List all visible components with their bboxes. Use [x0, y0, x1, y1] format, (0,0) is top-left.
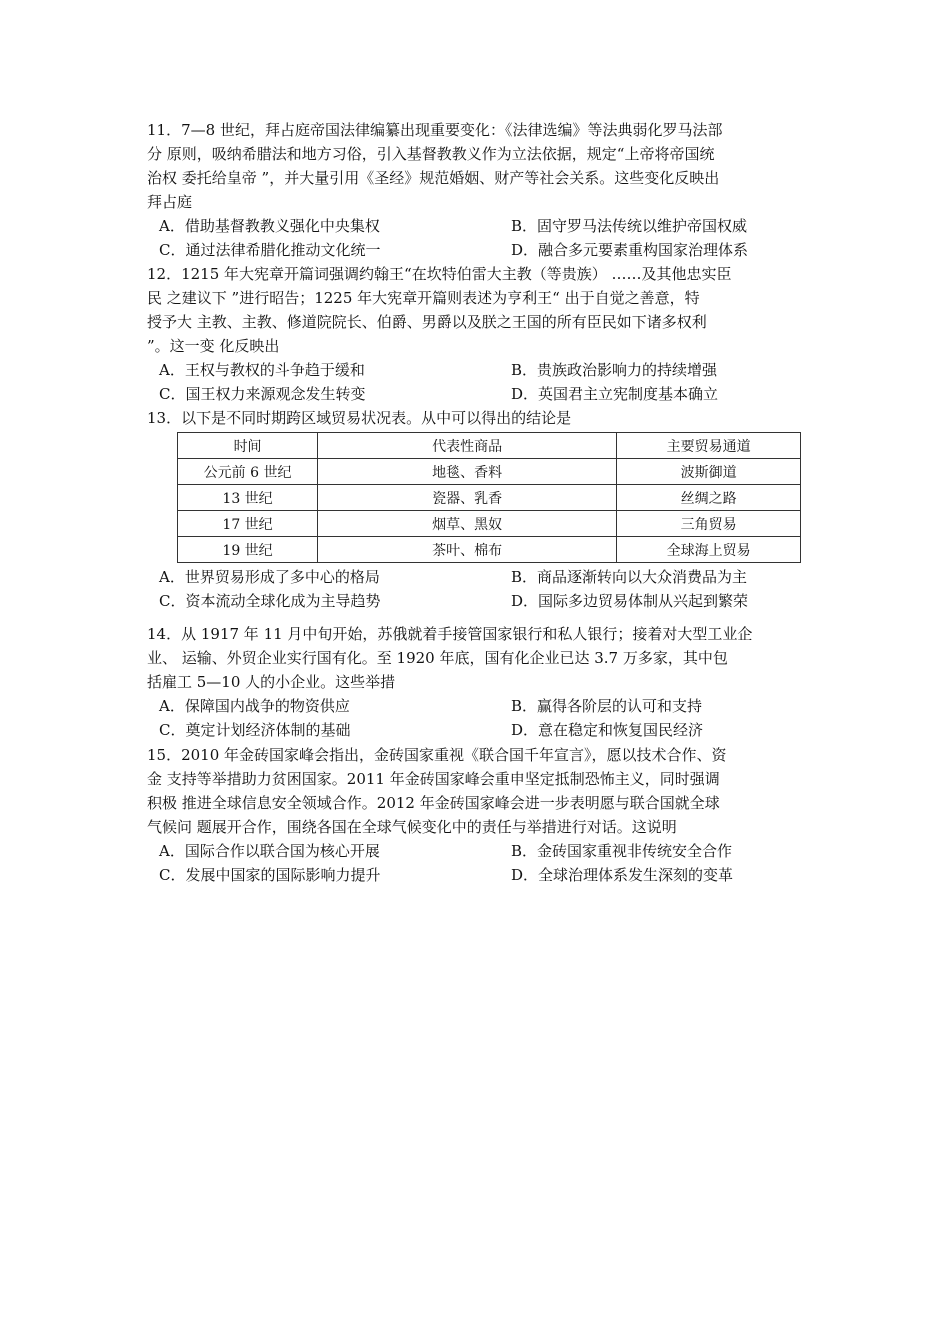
table-header-row [178, 433, 801, 459]
option-d[interactable]: D．国际多边贸易体制从兴起到繁荣 [511, 592, 749, 610]
table-cell: 丝绸之路 [617, 485, 801, 511]
option-d[interactable]: D．意在稳定和恢复国民经济 [511, 721, 704, 739]
option-b[interactable]: B．金砖国家重视非传统安全合作 [511, 842, 733, 860]
table-cell: 三角贸易 [617, 511, 801, 537]
stem-line: 13．以下是不同时期跨区域贸易状况表。从中可以得出的结论是 [147, 409, 572, 427]
options [147, 358, 807, 406]
stem-line: 民 之建议下 ”进行昭告；1225 年大宪章开篇则表述为亨利王“ 出于自觉之善意，特 [147, 289, 700, 307]
stem-line: 气候问 题展开合作，围绕各国在全球气候变化中的责任与举措进行对话。这说明 [147, 818, 677, 836]
option-a[interactable]: A．国际合作以联合国为核心开展 [159, 842, 380, 860]
question-stem [147, 262, 807, 358]
question-stem [147, 118, 807, 214]
stem-line: 业、 运输、外贸企业实行国有化。至 1920 年底，国有化企业已达 3.7 万多家，其中包 [147, 649, 728, 667]
stem-line: 15．2010 年金砖国家峰会指出，金砖国家重视《联合国千年宣言》，愿以技术合作、资 [147, 746, 727, 764]
column-header: 主要贸易通道 [617, 433, 801, 459]
question-15 [147, 743, 807, 887]
trade-table [177, 432, 801, 563]
table-cell: 13 世纪 [178, 485, 318, 511]
question-14 [147, 622, 807, 742]
stem-line: 12．1215 年大宪章开篇词强调约翰王“在坎特伯雷大主教（等贵族） ……及其他忠实臣 [147, 265, 732, 283]
option-d[interactable]: D．全球治理体系发生深刻的变革 [511, 866, 734, 884]
table-cell: 烟草、黑奴 [318, 511, 617, 537]
stem-line: 拜占庭 [147, 193, 193, 211]
option-a[interactable]: A．保障国内战争的物资供应 [159, 697, 350, 715]
table-row [178, 537, 801, 563]
option-b[interactable]: B．赢得各阶层的认可和支持 [511, 697, 703, 715]
option-b[interactable]: B．商品逐渐转向以大众消费品为主 [511, 568, 748, 586]
option-c[interactable]: C．国王权力来源观念发生转变 [159, 385, 366, 403]
option-c[interactable]: C．奠定计划经济体制的基础 [159, 721, 351, 739]
table-cell: 19 世纪 [178, 537, 318, 563]
option-a[interactable]: A．世界贸易形成了多中心的格局 [159, 568, 380, 586]
table-row [178, 459, 801, 485]
column-header: 代表性商品 [318, 433, 617, 459]
question-13 [147, 406, 807, 613]
stem-line: 金 支持等举措助力贫困国家。2011 年金砖国家峰会重申坚定抵制恐怖主义，同时强调 [147, 770, 720, 788]
option-b[interactable]: B．固守罗马法传统以维护帝国权威 [511, 217, 748, 235]
question-stem [147, 743, 807, 839]
stem-line: 分 原则，吸纳希腊法和地方习俗，引入基督教教义作为立法依据，规定“上帝将帝国统 [147, 145, 715, 163]
column-header: 时间 [178, 433, 318, 459]
table-cell: 瓷器、乳香 [318, 485, 617, 511]
table-row [178, 511, 801, 537]
question-stem [147, 406, 807, 430]
option-b[interactable]: B．贵族政治影响力的持续增强 [511, 361, 718, 379]
option-c[interactable]: C．通过法律希腊化推动文化统一 [159, 241, 381, 259]
stem-line: 治权 委托给皇帝 ”，并大量引用《圣经》规范婚姻、财产等社会关系。这些变化反映出 [147, 169, 720, 187]
options [147, 694, 807, 742]
table-cell: 公元前 6 世纪 [178, 459, 318, 485]
question-stem [147, 622, 807, 694]
options [147, 839, 807, 887]
option-a[interactable]: A．王权与教权的斗争趋于缓和 [159, 361, 365, 379]
option-c[interactable]: C．发展中国家的国际影响力提升 [159, 866, 381, 884]
option-d[interactable]: D．英国君主立宪制度基本确立 [511, 385, 719, 403]
table-cell: 17 世纪 [178, 511, 318, 537]
table-cell: 波斯御道 [617, 459, 801, 485]
question-11 [147, 118, 807, 262]
table-cell: 全球海上贸易 [617, 537, 801, 563]
stem-line: ”。这一变 化反映出 [147, 337, 280, 355]
option-c[interactable]: C．资本流动全球化成为主导趋势 [159, 592, 381, 610]
table-cell: 地毯、香料 [318, 459, 617, 485]
options [147, 214, 807, 262]
table-row [178, 485, 801, 511]
question-12 [147, 262, 807, 406]
stem-line: 括雇工 5—10 人的小企业。这些举措 [147, 673, 396, 691]
stem-line: 授予大 主教、主教、修道院院长、伯爵、男爵以及朕之王国的所有臣民如下诸多权利 [147, 313, 707, 331]
options [147, 565, 807, 613]
table-cell: 茶叶、棉布 [318, 537, 617, 563]
option-d[interactable]: D．融合多元要素重构国家治理体系 [511, 241, 749, 259]
stem-line: 积极 推进全球信息安全领域合作。2012 年金砖国家峰会进一步表明愿与联合国就全球 [147, 794, 720, 812]
option-a[interactable]: A．借助基督教教义强化中央集权 [159, 217, 380, 235]
stem-line: 14．从 1917 年 11 月中旬开始，苏俄就着手接管国家银行和私人银行；接着对大型工业企 [147, 625, 753, 643]
stem-line: 11．7—8 世纪，拜占庭帝国法律编纂出现重要变化：《法律选编》等法典弱化罗马法部 [147, 121, 723, 139]
